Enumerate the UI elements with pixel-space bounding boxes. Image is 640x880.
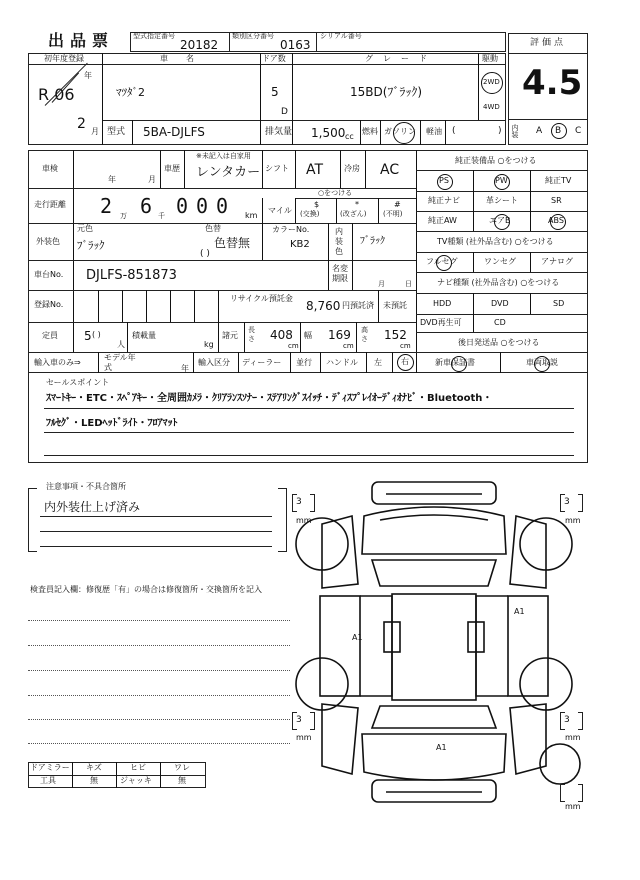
recycle-unit: 円預託済 <box>342 301 374 310</box>
tv-fullseg: フルセグ <box>426 257 458 266</box>
missing-jack-value: 無 <box>178 776 186 785</box>
ac-label: 冷房 <box>344 164 360 173</box>
fuel-other-open: ( <box>452 126 456 136</box>
ext-color-label: 外装色 <box>36 237 60 246</box>
model-year-label: モデル年式 <box>104 353 136 372</box>
type-value: 5BA-DJLFS <box>143 125 205 139</box>
notes-label: 注意事項・不具合箇所 <box>46 482 126 491</box>
navi-hdd: HDD <box>433 299 452 308</box>
mileage-unit: km <box>245 211 258 220</box>
mile-label: マイル <box>268 206 292 215</box>
chassis-label: 車台No. <box>34 270 64 279</box>
spare-tire-unit: mm <box>565 802 581 811</box>
missing-header-break: ワレ <box>174 763 190 772</box>
width-label: 幅 <box>304 331 312 340</box>
damage-mark-left-door: A1 <box>352 633 363 642</box>
tv-analog: アナログ <box>541 257 573 266</box>
navi-dvd: DVD <box>491 299 509 308</box>
door-type: D <box>281 107 288 117</box>
later-warranty: 新車保証書 <box>435 358 475 367</box>
equip-leather: 革シート <box>486 196 518 205</box>
car-name-value: ﾏﾂﾀﾞ2 <box>116 86 145 99</box>
shift-value: AT <box>306 162 324 178</box>
drive-2wd: 2WD <box>483 78 500 86</box>
inspection-month-unit: 月 <box>148 175 156 184</box>
equip-ps: PS <box>439 176 449 185</box>
title-change-month: 月 <box>378 280 385 288</box>
first-reg-year: R 06 <box>38 85 75 104</box>
width-cm: cm <box>343 342 354 350</box>
fuel-other-close: ) <box>498 126 502 136</box>
dvd-play-cd: CD <box>494 318 506 327</box>
rating-label: 評価点 <box>530 38 567 48</box>
grade-value: 15BD(ﾌﾞﾗｯｸ) <box>350 85 423 99</box>
notes-line-1: 内外装仕上げ済み <box>44 500 141 514</box>
dvd-play-label: DVD再生可 <box>420 318 462 327</box>
ac-value: AC <box>380 162 400 178</box>
missing-tool-value: 無 <box>90 776 98 785</box>
mileage-mark-note: ○をつける <box>318 189 353 197</box>
mileage-sen: 千 <box>158 212 165 220</box>
history-note: ※未記入は自家用 <box>196 152 251 160</box>
interior-label: 内装 <box>511 124 519 138</box>
inspection-year-unit: 年 <box>108 175 116 184</box>
mileage-digit-2: 6 <box>140 194 153 218</box>
exchange-symbol: $ <box>314 200 320 209</box>
sales-line-1: ｽﾏｰﾄｷｰ・ETC・ｽﾍﾟｱｷｰ・全周囲ｶﾒﾗ・ｸﾘｱﾗﾝｽｿﾅｰ・ｽﾃｱﾘﾝｸﾞｽｲｯﾁ・ﾃﾞｨｽﾌﾟﾚｲｵｰﾃﾞｨｵﾅﾋﾞ・Bluetooth・ <box>46 393 493 404</box>
first-reg-month-unit: 月 <box>91 127 99 136</box>
genuine-label: 純正装備品 ○をつける <box>455 156 537 165</box>
chassis-value: DJLFS-851873 <box>86 268 177 283</box>
displacement-label: 排気量 <box>265 127 293 137</box>
doors-label: ドア数 <box>262 54 286 63</box>
recycle-value: 8,760 <box>306 299 341 313</box>
grade-label: グレード <box>365 54 437 63</box>
first-reg-label: 初年度登録 <box>44 54 84 63</box>
category-number: 0163 <box>280 38 311 52</box>
interior-c: C <box>575 126 582 136</box>
equip-pw: PW <box>495 176 508 185</box>
inspector-label: 検査員記入欄：修復歴「有」の場合は修復箇所・交換箇所を記入 <box>30 585 262 594</box>
tire-rear-right-value: 3 <box>564 715 570 725</box>
drive-label: 駆動 <box>482 54 498 63</box>
repaint-value: 色替無 <box>214 236 251 250</box>
unknown-label: (不明) <box>383 210 403 218</box>
tire-front-right-unit: mm <box>565 516 581 525</box>
height-label: 高さ <box>361 326 368 343</box>
tv-type-label: TV種類 (社外品含む) ○をつける <box>437 237 554 246</box>
rating-value: 4.5 <box>522 63 583 103</box>
missing-jack: ジャッキ <box>120 776 152 785</box>
equip-abs: ABS <box>548 216 564 225</box>
unknown-symbol: # <box>394 200 401 209</box>
mileage-label: 走行距離 <box>34 200 66 209</box>
later-ship-label: 後日発送品 ○をつける <box>458 338 540 347</box>
history-label: 車歴 <box>164 164 180 173</box>
inspection-label: 車検 <box>42 164 58 173</box>
repaint-paren: ( ) <box>200 249 210 259</box>
equip-sr: SR <box>551 196 562 205</box>
length-label: 長さ <box>248 326 255 343</box>
handle-left: 左 <box>374 358 382 367</box>
missing-header-scratch: キズ <box>86 763 102 772</box>
damage-mark-rear-bumper: A1 <box>436 743 447 752</box>
orig-color-label: 元色 <box>77 224 93 233</box>
int-color-label: 内装色 <box>335 227 343 256</box>
tire-front-right-value: 3 <box>564 497 570 507</box>
damage-mark-right-door: A1 <box>514 607 525 616</box>
form-title: 出品票 <box>48 31 115 50</box>
width-value: 169 <box>328 328 351 342</box>
model-cert-number: 20182 <box>180 38 219 52</box>
length-value: 408 <box>270 328 293 342</box>
mileage-digit-1: 2 <box>100 194 113 218</box>
orig-color-value: ﾌﾞﾗｯｸ <box>77 239 105 252</box>
serial-label: シリアル番号 <box>320 32 362 40</box>
import-dealer: ディーラー <box>242 358 282 367</box>
displacement-value: 1,500 <box>311 126 346 140</box>
model-cert-label: 型式指定番号 <box>133 32 175 40</box>
import-label: 輸入車のみ⇒ <box>34 358 81 367</box>
capacity-value: 5 <box>84 329 92 343</box>
color-no-value: KB2 <box>290 239 310 250</box>
shift-label: シフト <box>265 164 289 173</box>
equip-genuine-aw: 純正AW <box>428 216 457 225</box>
recycle-label: リサイクル預託金 <box>230 294 293 303</box>
equip-airbag: エアB <box>489 216 511 225</box>
capacity-label: 定員 <box>42 331 58 340</box>
handle-right: 右 <box>401 357 409 366</box>
mileage-digit-3: 0 <box>176 194 189 218</box>
recycle-unpaid: 未預託 <box>383 301 407 310</box>
sales-label: セールスポイント <box>46 378 110 387</box>
title-change-label: 名変期限 <box>332 264 348 283</box>
car-name-label: 車名 <box>160 54 212 63</box>
displacement-unit: cc <box>345 132 354 141</box>
vehicle-damage-diagram <box>292 476 592 816</box>
tire-rear-left-value: 3 <box>296 715 302 725</box>
capacity-unit: 人 <box>117 340 125 349</box>
first-reg-month: 2 <box>77 116 86 132</box>
mileage-digit-4: 0 <box>196 194 209 218</box>
length-cm: cm <box>288 342 299 350</box>
capacity-paren: ( ) <box>92 330 101 339</box>
model-year-unit: 年 <box>181 364 189 373</box>
type-label: 型式 <box>107 127 126 137</box>
tire-rear-right-unit: mm <box>565 733 581 742</box>
sales-line-2: ﾌﾙｾｸﾞ・LEDﾍｯﾄﾞﾗｲﾄ・ﾌﾛｱﾏｯﾄ <box>46 418 178 429</box>
height-cm: cm <box>400 342 411 350</box>
import-parallel: 並行 <box>296 358 312 367</box>
later-manual: 車両取説 <box>526 358 558 367</box>
interior-a: A <box>536 126 543 136</box>
navi-type-label: ナビ種類 (社外品含む) ○をつける <box>437 278 560 287</box>
missing-tool: 工具 <box>40 776 56 785</box>
drive-4wd: 4WD <box>483 103 500 111</box>
exchange-label: (交換) <box>300 210 320 218</box>
missing-header-mirror: ドアミラー <box>30 763 70 772</box>
interior-b: B <box>555 126 562 136</box>
height-value: 152 <box>384 328 407 342</box>
tamper-symbol: * <box>355 200 359 209</box>
int-color-value: ﾌﾞﾗｯｸ <box>360 236 385 247</box>
fuel-diesel: 軽油 <box>426 127 442 136</box>
handle-label: ハンドル <box>326 358 358 367</box>
equip-genuine-tv: 純正TV <box>545 176 572 185</box>
history-value: レンタカー <box>196 165 261 180</box>
category-label: 類別区分番号 <box>232 32 274 40</box>
equip-genuine-navi: 純正ナビ <box>428 196 460 205</box>
size-label: 諸元 <box>222 331 238 340</box>
tire-front-left-value: 3 <box>296 497 302 507</box>
doors-value: 5 <box>271 85 279 99</box>
tire-rear-left-unit: mm <box>296 733 312 742</box>
tire-front-left-unit: mm <box>296 516 312 525</box>
missing-header-crack: ヒビ <box>130 763 146 772</box>
reg-no-label: 登録No. <box>34 300 64 309</box>
title-change-day: 日 <box>405 280 412 288</box>
color-no-label: カラーNo. <box>272 225 310 234</box>
mileage-man: 万 <box>120 212 127 220</box>
fuel-gasoline: ガソリン <box>384 127 416 136</box>
repaint-label: 色替 <box>205 224 221 233</box>
fuel-label: 燃料 <box>362 127 378 136</box>
mileage-digit-5: 0 <box>216 194 229 218</box>
first-reg-year-unit: 年 <box>84 71 92 80</box>
tv-oneseg: ワンセグ <box>484 257 516 266</box>
load-unit: kg <box>204 340 214 349</box>
import-type-label: 輸入区分 <box>198 358 230 367</box>
navi-sd: SD <box>553 299 565 308</box>
tamper-label: (改ざん) <box>340 210 367 218</box>
load-label: 積載量 <box>132 331 156 340</box>
